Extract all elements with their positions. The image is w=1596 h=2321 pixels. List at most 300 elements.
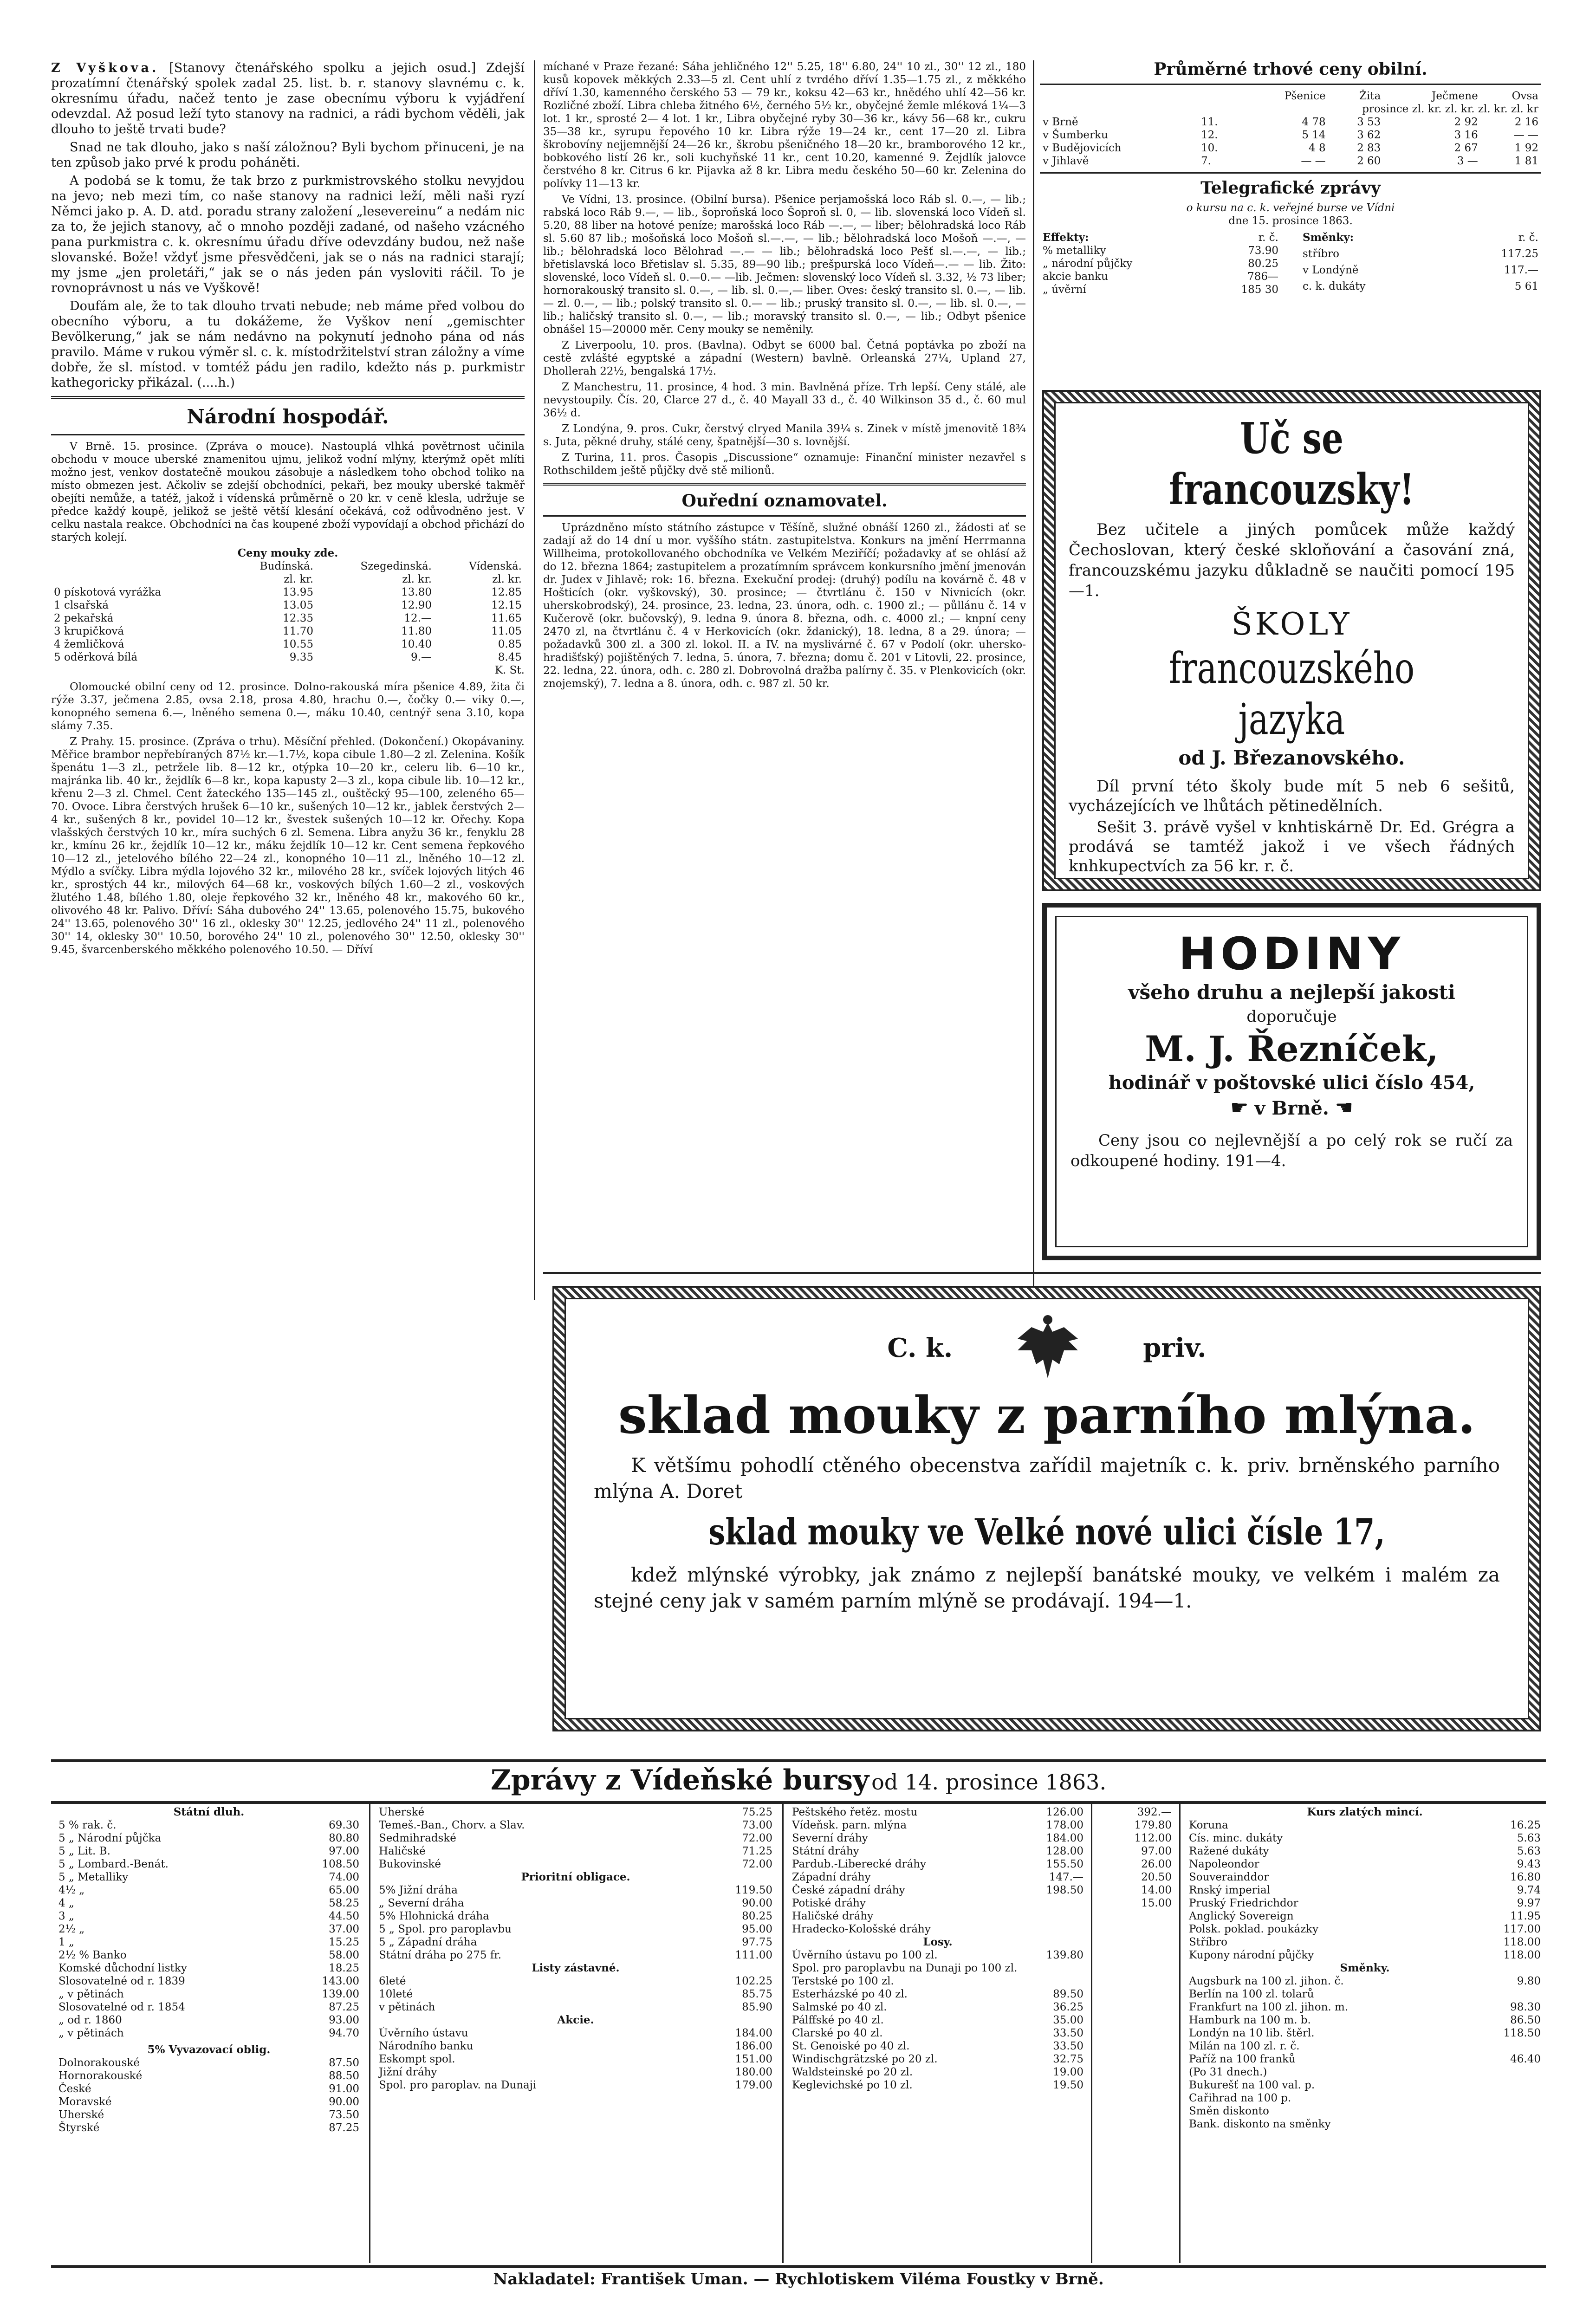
bourse-value: 15.00 [1141,1897,1172,1909]
bourse-label [1096,1819,1105,1832]
bourse-label: 5 „ Lombard.-Benát. [58,1858,169,1870]
bourse-label: Komské důchodní listky [58,1962,187,1974]
table-row [789,2053,1086,2066]
bourse-label [1096,1845,1105,1858]
bourse-label: Frankfurt na 100 zl. jihon. m. [1189,2001,1349,2013]
bourse-value [1470,2040,1544,2053]
bourse-label [1096,1832,1105,1845]
table-row [789,1988,1086,2001]
table-row [1186,1858,1544,1871]
bourse-label: 4 „ [58,1897,74,1909]
bourse-label: Úvěrního ústavu [379,2027,468,2039]
table-row [1040,270,1281,283]
table-row [1186,1949,1544,1962]
flour-row-label: 0 pískotová vyrážka [54,586,162,598]
ad-french-text2: Díl první této školy bude mít 5 neb 6 sešitů, vycházejících ve lhůtách pětinedělních. [1069,777,1515,815]
bourse-label: „ od r. 1860 [58,2014,122,2026]
table-row [789,1806,1086,1819]
bourse-value: 72.00 [742,1858,772,1870]
table-row [789,1871,1086,1884]
table-row [1096,1858,1174,1871]
bourse-value [1040,1975,1086,1988]
table-row [376,1819,775,1832]
grain-cell: 2 16 [1514,116,1538,128]
flour-signature: K. St. [494,664,525,676]
bourse-table-pledge [376,1975,775,2014]
bourse-value: 16.80 [1510,1871,1541,1883]
bourse-col-4 [1096,1806,1174,2261]
ad-clocks-text-body: Ceny jsou co nejlevnější a po celý rok se ručí za odkoupené hodiny. [1070,1131,1513,1170]
bourse-label: Augsburk na 100 zl. jihon. č. [1189,1975,1344,1987]
divider [543,483,1026,486]
bourse-label: Anglický Sovereign [1189,1910,1294,1922]
table-row [1186,1936,1544,1949]
table-row [1040,116,1541,129]
bourse-label: Berlín na 100 zl. tolarů [1189,1988,1314,2000]
table-row [51,625,525,638]
table-row [1040,257,1281,270]
ad-flour-mill [552,1286,1541,1731]
bourse-value: 9.74 [1517,1884,1541,1896]
bourse-value: 65.00 [329,1884,359,1896]
bourse-value: 89.50 [1053,1988,1083,2000]
table-row [1186,2001,1544,2014]
ad-clocks-city: v Brně. [1254,1097,1329,1119]
bourse-label: Terstské po 100 zl. [792,1975,894,1987]
flour-cell: 0.85 [498,638,522,650]
table-row [1186,2027,1544,2040]
bourse-label: Stříbro [1189,1936,1227,1948]
bourse-table-land [376,1806,775,1871]
grain-header: Ječmene [1432,90,1478,102]
bourse-value: 108.50 [322,1858,359,1870]
bourse-header [51,1764,1546,1801]
bourse-value: 91.00 [329,2083,359,2095]
article-paragraph-2: Snad ne tak dlouho, jako s naší záložnou? Byli bychom přinuceni, je na ten způsob jako prvé k produ poháněti. [51,140,525,170]
bourse-label: Pruský Friedrichdor [1189,1897,1298,1909]
ad-clocks-text [1070,1130,1513,1171]
middle-column [543,60,1026,1295]
bourse-value: 5.63 [1517,1845,1541,1857]
bourse-label: „ v pětinách [58,2027,124,2039]
grain-cell: 1 81 [1514,155,1538,167]
bourse-col1-title: Státní dluh. [173,1806,245,1818]
bourse-label: (Po 31 dnech.) [1189,2066,1267,2078]
bourse-value [1018,1923,1086,1936]
bourse-value: 87.50 [329,2057,359,2069]
bills-value: 5 61 [1514,280,1538,292]
table-row [789,1819,1086,1832]
bourse-value: 90.00 [742,1897,772,1909]
bills-table [1300,231,1541,296]
bourse-label: 5 „ Západní dráha [379,1936,477,1948]
bourse-label: „ v pětinách [58,1988,124,2000]
bourse-label: 3 „ [58,1910,74,1922]
bourse-value [1470,2105,1544,2118]
table-row [1040,283,1281,296]
bourse-label [1096,1897,1105,1910]
table-row [56,2108,362,2121]
bourse-label: Bukovinské [379,1858,441,1870]
grain-cell: 5 14 [1302,129,1326,141]
bourse-table-bills [1186,1975,1544,2131]
table-row [376,1949,775,1962]
table-row [789,1858,1086,1871]
article-vyskov [51,60,525,390]
bourse-table-prices [1096,1806,1174,1910]
flour-unit: zl. kr. [284,573,313,585]
flour-row-label: 4 žemličková [54,638,124,650]
grain-date: 7. [1200,155,1211,167]
bourse-value: 118.00 [1503,1949,1541,1961]
table-row [789,1897,1086,1910]
bourse-value: 58.25 [329,1897,359,1909]
ad-clocks-subtitle: všeho druhu a nejlepší jakosti [1128,981,1455,1004]
table-row [1040,129,1541,142]
bourse-label: Jižní dráhy [379,2066,437,2078]
ad-flour-ck: C. k. [887,1333,953,1363]
bills-title: Směnky: [1303,231,1354,244]
telegraph-date: dne 15. prosince 1863. [1228,215,1353,227]
flour-row-label: 5 oděrková bílá [54,651,138,663]
table-row [51,599,525,612]
table-row [1186,2053,1544,2066]
bourse-label: 2½ % Banko [58,1949,127,1961]
bourse-label: Esterházské po 40 zl. [792,1988,908,2000]
table-row [56,1858,362,1871]
bourse-value: 74.00 [329,1871,359,1883]
ad-clocks-code: 191—4. [1225,1152,1286,1170]
grain-cell: 3 62 [1357,129,1381,141]
ad-flour-title2: sklad mouky ve Velké nové ulici čísle 17, [708,1511,1385,1553]
bourse-label: Směn diskonto [1189,2105,1269,2117]
table-row [376,2040,775,2053]
bourse-value: 112.00 [1134,1832,1172,1844]
table-row [56,1949,362,1962]
bourse-value: 19.50 [1053,2079,1083,2091]
olomouc-report: Olomoucké obilní ceny od 12. prosince. Dolno-rakouská míra pšenice 4.89, žita či rýže 3.37, ječmena 2.85, ovsa 2.18, prosa 4.80, hrachu 0.—, čočky 0.— viky 0.—, konopného semena 6.—, lněného semena 0.—, máku 10.40, centnýř sena 3.10, kopa slámy 7.35. [51,681,525,732]
bourse-label: Paříž na 100 franků [1189,2053,1296,2065]
bourse-label: Národního banku [379,2040,474,2052]
table-row [376,2001,775,2014]
bourse-col5b-title: Směnky. [1340,1962,1390,1974]
bourse-value: 88.50 [329,2070,359,2082]
flour-cell: 12.15 [491,599,522,611]
bourse-value: 19.00 [1053,2066,1083,2078]
bourse-value [1040,1962,1086,1975]
bourse-label: 5 „ Spol. pro paroplavbu [379,1923,512,1935]
divider [51,396,525,399]
table-row [376,2053,775,2066]
ad-flour-text1: K většímu pohodlí ctěného obecenstva zařídil majetník c. k. priv. brněnského parního mlýna A. Doret [594,1454,1500,1503]
bourse-value: 119.50 [735,1884,772,1896]
table-row [1186,1845,1544,1858]
flour-row-label: 3 krupičková [54,625,124,637]
column-rule [1033,60,1034,1300]
ad-flour-priv: priv. [1143,1333,1207,1363]
column-rule [1179,1803,1181,2263]
article-paragraph-1: [Stanovy čtenářského spolku a jejich osud.] Zdejší prozatímní čtenářský spolek zadal 25. list. b. r. stanovy slavnému c. k. okresnímu úřadu, načež tento je zase obecnímu výboru k vyjádření odevzdal. Až posud leží tyto stanovy na radnici, a rádi bychom věděli, jak dlouho to ještě trvati bude? [51,61,525,136]
bourse-col-2 [376,1806,775,2261]
bourse-label: Londýn na 10 lib. štěrl. [1189,2027,1315,2039]
rule [51,1759,1546,1762]
table-row [56,2001,362,2014]
ad-french-course [1042,390,1541,891]
manchester-report: Z Manchestru, 11. prosince, 4 hod. 3 min. Bavlněná příze. Trh lepší. Ceny stálé, ale nevystoupily. Čís. 20, Clarce 27 d., č. 40 Mayall 33 d., č. 40 Wilkinson 35 d., č. 60 mul 36½ d. [543,381,1026,419]
bourse-label: 10leté [379,1988,413,2000]
flour-price-table [51,547,525,677]
bourse-label: 1 „ [58,1936,74,1948]
bourse-value: 36.25 [1053,2001,1083,2013]
table-row [376,1910,775,1923]
table-row [376,1923,775,1936]
flour-cell: 12.35 [283,612,313,624]
table-row [1186,2079,1544,2092]
table-row [1096,1845,1174,1858]
table-row [1096,1871,1174,1884]
rule [51,2265,1546,2268]
table-row [1096,1884,1174,1897]
bourse-label: České [58,2083,91,2095]
table-row [56,2082,362,2095]
table-row [56,2095,362,2108]
bourse-label: Clarské po 40 zl. [792,2027,883,2039]
bourse-table-railways [789,1806,1086,1936]
bourse-value: 11.95 [1510,1910,1541,1922]
ad-flour-text2 [594,1562,1500,1614]
bourse-label [1096,1806,1105,1819]
grain-cell: 3 16 [1454,129,1478,141]
bourse-label: v pětinách [379,2001,435,2013]
bourse-value: 75.25 [742,1806,772,1818]
ad-french-code: 195—1. [1069,561,1515,600]
bourse-value [1470,2092,1544,2105]
bourse-label [1096,1884,1105,1897]
grain-cell: 1 92 [1514,142,1538,154]
bourse-value: 20.50 [1141,1871,1172,1883]
bourse-value: 85.75 [742,1988,772,2000]
bourse-table-bonds [56,2056,362,2134]
flour-table-title: Ceny mouky zde. [237,547,338,559]
praha-report: Z Prahy. 15. prosince. (Zpráva o trhu). Měsíční přehled. (Dokončení.) Okopávaniny. Měřice brambor nepřebíraných 87½ kr.—1.7½, kopa cibule 1.80—2 zl. Zelenina. Košík špenátu 1—3 zl., petržele lib. 8—12 kr., otýpka 10—20 kr., celeru lib. 6—10 kr., majránka lib. 40 kr., žejdlík 6—8 kr., kopa kapusty 2—3 zl., kopa cibule lib. 10—12 kr., křenu 2—3 zl. Chmel. Cent žateckého 135—145 zl., ouštěcký 95—100, zeleného 65—70. Ovoce. Libra čerstvých hrušek 6—10 kr., sušených 10—12 kr., jablek čerstvých 2—4 kr., sušených 8 kr., povidel 10—12 kr., švestek sušených 10—12 kr. Ořechy. Kopa vlašských čerstvých 10 kr., míra suchých 6 zl. Semena. Libra anyžu 36 kr., fenyklu 28 kr., kmínu 26 kr., žejdlík 10—12 kr., máku žejdlík 10—12 kr. Cent semena řepkového 10—12 zl., jetelového bílého 22—24 zl., konopného 10—11 zl., lněného 10—12 zl. Mýdlo a svíčky. Libra mýdla lojového 32 kr., milového 28 kr., svíček lojových litých 46 kr., sprostých 44 kr., milových 64—68 kr., voskových bílých 1.60—2 zl., voskových žlutého 1.48, bílého 1.80, oleje řepkového 32 kr., lněného 48 kr., makového 60 kr., olivového 48 kr. Palivo. Dříví: Sáha dubového 24'' 13.65, polenového 15.75, bukového 24'' 13.65, polenového 30'' 16 zl., oklesky 30'' 12.25, jedlového 24'' 11 zl., polenového 30'' 14, oklesky 30'' 10.50, borového 24'' 10 zl., polenového 30'' 12.50, oklesky 30'' 9.45, švarcenberského měkkého polenového 10.50. — Dříví [51,736,525,956]
bourse-value: 32.75 [1053,2053,1083,2065]
bourse-label: 5% Jižní dráha [379,1884,458,1896]
bourse-value: 155.50 [1046,1858,1083,1870]
table-row [376,2079,775,2092]
bourse-value: 102.25 [735,1975,772,1987]
effects-label: akcie banku [1043,271,1108,283]
article-paragraph-4: Doufám ale, že to tak dlouho trvati nebude; neb máme před volbou do obecního výboru, a tu dokážeme, že Vyškov není „gemischter Bevölkerung,“ jak se nám nedávno na pokynutí jednoho pána od nás pravilo. Máme v rukou výměr sl. c. k. místodržitelství stran záložny a víme dobře, že sl. místod. v tomtéž pádu jen radilo, kdežto nás p. purkmistr kathegoricky přikázal. (....h.) [51,299,525,390]
flour-table [51,560,525,664]
bourse-value: 80.80 [329,1832,359,1844]
table-row [1096,1897,1174,1910]
prague-market-text: míchané v Praze řezané: Sáha jehličného 12'' 5.25, 18'' 6.80, 24'' 10 zl., 30'' 12 zl., 180 kusů kopovek měkkých 2.33—5 zl. Cent uhlí z tvrdého dříví 1.35—1.75 zl., z měkkého dříví 1.30, kamenného čerského 53 — 79 kr., koksu 42—63 kr., hnědého uhlí 42—56 kr. Rozličné zboží. Libra chleba žitného 6½, černého 5½ kr., obyčejné žemle mléková 1¼—3 lot. 1 kr., sprosté 2— 4 lot. 1 kr., Libra obyčejné ryby 30—36 kr., kávy 56—68 kr., cukru 35—38 kr., syrupu řepového 10 kr. Libra rýže 19—24 kr., cent 17—20 zl. Libra škrobovíny nejjemnější 24—26 kr., škrobu pšeničného 18—20 kr., bramborového 12 kr., bobkového listí 26 kr., soli kuchyňské 11 kr., cent 10.20, kamenné 9. Žejdlík jalovce čerstvého 8 kr. Citrus 6 kr. Pijavka až 8 kr. Libra medu českého 50—60 kr. Zelenina do polívky 11—13 kr. [543,61,1026,190]
bourse-title: Zprávy z Vídeňské bursy [490,1764,869,1796]
flour-cell: 11.65 [491,612,522,624]
bourse-label: Haličské [379,1845,426,1857]
bourse-label: Kupony národní půjčky [1189,1949,1314,1961]
table-row [1186,2014,1544,2027]
table-row [789,1910,1086,1923]
grain-header: Pšenice [1284,90,1326,102]
bourse-label: Hornorakouské [58,2070,143,2082]
bourse-value: 16.25 [1510,1819,1541,1831]
telegraph-subtitle: o kursu na c. k. veřejné burse ve Vídni [1186,202,1395,214]
table-row [789,1975,1086,1988]
flour-unit: zl. kr. [492,573,522,585]
bourse-value: 9.80 [1517,1975,1541,1987]
bourse-value: 14.00 [1141,1884,1172,1896]
grain-cell: 2 92 [1454,116,1478,128]
table-row [1186,1832,1544,1845]
article-paragraph-3: A podobá se k tomu, že tak brzo z purkmistrovského stolku nevyjdou na jevo; neb mezi tím, co naše stanovy na radnici leží, měli naši ryzí Němci jako p. A. D. atd. poradu strany založení „lesevereinu“ a nedám nic za to, že jejich stanovy, ač o mnoho později zadané, od našeho vzácného pana purkmistra c. k. okresnímu úřadu dříve odevzdány budou, než naše slovanské. Bože! vždyť jsme přesvědčeni, jak se o nás na radnici starají; my jsme „jen proletáři,“ jak se o nás jeden pán vysloviti ráčil. To je rovnoprávnost u nás ve Vyškově! [51,174,525,295]
bourse-col1b-title: 5% Vyvazovací oblig. [147,2043,271,2056]
bourse-label: Sedmihradské [379,1832,456,1844]
bourse-value: 46.40 [1510,2053,1541,2065]
flour-cell: 13.80 [401,586,432,598]
bourse-value: 73.50 [329,2109,359,2121]
flour-row-label: 2 pekařská [54,612,114,624]
grain-header: Žita [1359,90,1381,102]
table-row [56,2069,362,2082]
grain-header [1040,90,1198,103]
bourse-value: 139.80 [1046,1949,1083,1961]
table-row [376,1806,775,1819]
table-row [1300,247,1541,264]
column-rule [369,1803,370,2263]
bourse-label: Milán na 100 zl. r. č. [1189,2040,1300,2052]
bourse-value: 179.00 [735,2079,772,2091]
flour-header: Vídenská. [469,560,522,572]
grain-date: 10. [1200,142,1218,154]
flour-cell: 10.55 [283,638,313,650]
ad-french-text-body: Bez učitele a jiných pomůcek může každý Čechoslovan, který české skloňování a časování zná, francouzskému jazyku důkladně se naučiti pomocí [1069,520,1515,580]
flour-cell: 9.35 [289,651,313,663]
table-row [56,2121,362,2134]
flour-cell: 10.40 [401,638,432,650]
bourse-value: 128.00 [1046,1845,1083,1857]
table-row [56,2014,362,2027]
column-rule [1091,1803,1092,2263]
bourse-value: 73.00 [742,1819,772,1831]
bourse-value: 80.25 [742,1910,772,1922]
flour-cell: 12.90 [401,599,432,611]
ad-clocks-name: M. J. Řezníček, [1145,1028,1439,1070]
grain-cell: — — [1513,129,1538,141]
table-row [376,1845,775,1858]
bourse-value: 179.80 [1134,1819,1172,1831]
grain-city: v Šumberku [1043,129,1108,141]
table-row [1186,2040,1544,2053]
official-notices-title: Ouřední oznamovatel. [681,491,888,511]
bourse-label: Ražené dukáty [1189,1845,1269,1857]
table-row [56,1871,362,1884]
bourse-label: Temeš.-Ban., Chorv. a Slav. [379,1819,525,1831]
bourse-value: 97.00 [329,1845,359,1857]
flour-cell: 11.70 [283,625,313,637]
table-row [56,1975,362,1988]
bourse-label: Úvěrního ústavu po 100 zl. [792,1949,938,1961]
table-row [1040,155,1541,168]
table-row [1186,2105,1544,2118]
divider [51,434,525,435]
table-row [1186,2118,1544,2131]
bourse-col2c-title: Listy zástavné. [532,1962,620,1974]
bourse-value: 85.90 [742,2001,772,2013]
grain-prices-table [1040,90,1541,168]
bourse-value: 118.50 [1503,2027,1541,2039]
bourse-col-1 [56,1806,362,2261]
bourse-table-state-debt [56,1819,362,2040]
bourse-label: Slosovatelné od r. 1854 [58,2001,185,2013]
table-row [789,2040,1086,2053]
grain-date: 12. [1200,129,1218,141]
rule [51,1801,1546,1804]
liverpool-report: Z Liverpoolu, 10. pros. (Bavlna). Odbyt se 6000 bal. Četná poptávka po zboží na cestě zvlášté egyptské a západní (Western) bavlně. Orleanská 27¼, Upland 27, Dhollerah 22½, bengalská 17½. [543,339,1026,377]
table-row [51,612,525,625]
table-row [789,2066,1086,2079]
flour-cell: 13.95 [283,586,313,598]
bourse-label: Napoleondor [1189,1858,1259,1870]
ad-french-text3: Sešit 3. právě vyšel v knhtiskárně Dr. Ed. Grégra a prodává se tamtéž jakož i ve všech řádných knhkupectvích za 56 kr. r. č. [1069,818,1515,875]
flour-cell: 13.05 [283,599,313,611]
table-row [1186,1923,1544,1936]
bourse-label: Štyrské [58,2122,100,2134]
bourse-col-3 [789,1806,1086,2261]
bourse-value: 186.00 [735,2040,772,2052]
table-row [56,1897,362,1910]
grain-cell: 4 8 [1309,142,1326,154]
flour-cell: 12.— [404,612,432,624]
bourse-value: 5.63 [1517,1832,1541,1844]
grain-subheader: prosince zl. kr. zl. kr. zl. kr. zl. kr [1362,103,1538,115]
ad-flour-code: 194—1. [1116,1589,1192,1612]
bourse-label: Spol. pro paroplav. na Dunaji [379,2079,537,2091]
bourse-value: 9.43 [1517,1858,1541,1870]
bills-label: c. k. dukáty [1303,280,1366,292]
rule [543,1272,1541,1274]
bourse-label: 5 „ Metalliky [58,1871,129,1883]
bourse-value: 35.00 [1053,2014,1083,2026]
bourse-value: 117.00 [1503,1923,1541,1935]
effects-value: 73.90 [1248,245,1278,257]
bourse-label: Dolnorakouské [58,2057,140,2069]
bourse-label: Potiské dráhy [792,1897,866,1909]
bourse-label: Rnský imperial [1189,1884,1271,1896]
flour-unit: zl. kr. [402,573,432,585]
table-row [56,1819,362,1832]
brno-report: V Brně. 15. prosince. (Zpráva o mouce). Nastouplá vlhká povětrnost učinila obchodu v mouce uberské znamenitou ujmu, jelikož vodní mlýny, kterýmž opět mlíti možno jest, venkov dostatečně moukou zásobuje a následkem toho obchod toliko na místo obmezen jest. Ačkoliv se zdejší obchodníci, pekaři, bez mouky uberské takměř obejíti nemůže, a tatéž, jakož i vídenská průměrně o 20 kr. v ceně klesla, udržuje se předce každý koupě, jelikož se ještě větší klesání očekává, což odůvodněno jest. V celku nastala reakce. Obchodníci na čas koupené zboží vypovídají a obchod přichází do starých kolejí. [51,441,525,544]
bourse-label: Severní dráhy [792,1832,868,1844]
grain-cell: 4 78 [1302,116,1326,128]
grain-date: 11. [1200,116,1218,128]
bourse-label: 4½ „ [58,1884,85,1896]
bourse-label [1096,1858,1105,1871]
ad-flour-title: sklad mouky z parního mlýna. [618,1385,1476,1445]
bourse-value: 97.75 [742,1936,772,1948]
ad-clocks-recommend: doporučuje [1246,1007,1337,1026]
table-row [56,2027,362,2040]
bourse-label: Eskompt spol. [379,2053,455,2065]
bourse-label: Pardub.-Liberecké dráhy [792,1858,927,1870]
bourse-label: Souverainddor [1189,1871,1269,1883]
table-row [789,1832,1086,1845]
bourse-col5-title: Kurs zlatých mincí. [1307,1806,1423,1818]
effects-label: % metalliky [1043,245,1106,257]
bourse-label: 5 % rak. č. [58,1819,117,1831]
bourse-label: Uherské [58,2109,104,2121]
vienna-report: Ve Vídni, 13. prosince. (Obilní bursa). Pšenice perjamošská loco Ráb sl. 0.—, — lib.; rabská loco Ráb 9.—, — lib., šoproňská loco Šoproň sl. 0, — lib. slovenská loco Vídeň sl. 5.20, 88 liber na hotové peníze; marošská loco Ráb —.—, — liber; bělohradská loco Ráb sl. 5.60 87 lib.; mošoňská loco Mošoň sl.—.—, — lib.; bělohradská loco Mošoň —.—, —lib.; bělohradská loco Bělohrad —.— — lib.; bělohradská loco Pešť sl.—.—, — lib.; břetislavská loco Břetislav sl. 5.35, 89—90 lib.; prešpurská loco Vídeň—.— — lib. Žito: slovenské, loco Vídeň sl. 0.—0.— —lib. Ječmen: slovenský loco Vídeň sl. 3.32, ½ 73 liber; hornorakouský transito sl. 0.—, — lib. sl. 0.—,— liber. Oves: český transito sl. 0.—, — lib. — zl. 0.—, — lib.; polský transito sl. 0.— — lib.; pruský transito sl. 0.—, — lib. sl. 0.—, — lib.; haličský transito sl. 0.—, — lib.; moravský transito sl. 0.—, — lib.; Odbyt pšenice obnášel 15—20000 měr. Ceny mouky se neměnily. [543,194,1026,336]
